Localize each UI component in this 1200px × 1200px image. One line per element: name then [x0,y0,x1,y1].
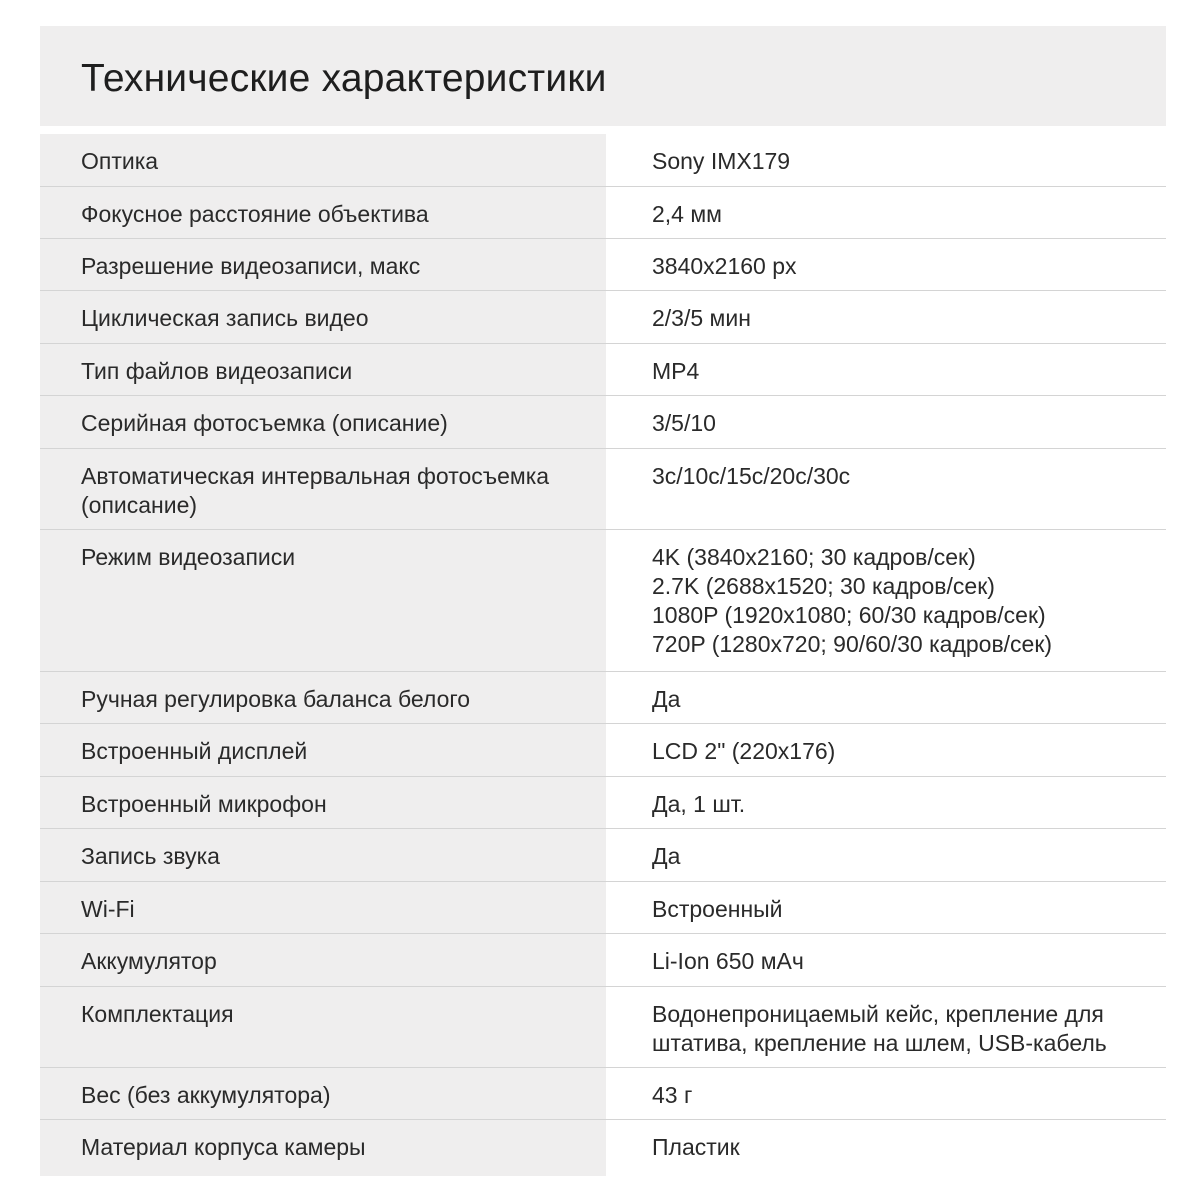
spec-row-burst-photo [40,396,1166,449]
spec-label: Материал корпуса камеры [40,1120,606,1176]
spec-value-line: 720P (1280x720; 90/60/30 кадров/сек) [652,631,1053,657]
spec-value [606,829,1166,882]
spec-value [606,449,1166,530]
spec-label: Тип файлов видеозаписи [40,344,606,396]
spec-value [606,777,1166,829]
spec-row-wifi [40,882,1166,934]
spec-value [606,291,1166,344]
spec-row-audio-recording [40,829,1166,882]
spec-value-line: 2,4 мм [652,201,722,227]
spec-row-display [40,724,1166,777]
spec-value [606,344,1166,396]
spec-value-line: Sony IMX179 [652,148,791,174]
spec-value [606,987,1166,1068]
spec-value [606,724,1166,777]
spec-row-white-balance [40,672,1166,724]
spec-value [606,882,1166,934]
spec-value [606,187,1166,239]
spec-row-interval-photo [40,449,1166,530]
spec-label: Оптика [40,134,606,187]
spec-value-line: MP4 [652,358,700,384]
spec-value [606,239,1166,291]
spec-value [606,934,1166,987]
page-title: Технические характеристики [81,57,607,100]
spec-value-line: LCD 2" (220x176) [652,738,836,764]
spec-value-line: 3с/10с/15с/20с/30с [652,463,851,489]
spec-row-focal-length [40,187,1166,239]
spec-value-line: Водонепроницаемый кейс, крепление для штатива, крепление на шлем, USB-кабель [652,1001,1107,1056]
spec-row-package-contents [40,987,1166,1068]
specs-table [40,134,1166,1176]
spec-row-weight [40,1068,1166,1120]
spec-row-battery [40,934,1166,987]
spec-label: Фокусное расстояние объектива [40,187,606,239]
spec-value-line: Да, 1 шт. [652,791,746,817]
spec-value-line: Li-Ion 650 мАч [652,948,804,974]
spec-row-loop-recording [40,291,1166,344]
spec-value-line: 1080P (1920x1080; 60/30 кадров/сек) [652,602,1046,628]
header-panel [40,26,1166,126]
spec-value-line: Пластик [652,1134,740,1160]
spec-label: Комплектация [40,987,606,1068]
spec-value [606,134,1166,187]
spec-label: Разрешение видеозаписи, макс [40,239,606,291]
spec-row-file-type [40,344,1166,396]
spec-value-line: 2/3/5 мин [652,305,751,331]
spec-value [606,1068,1166,1120]
spec-value-line: Да [652,686,681,712]
spec-label: Встроенный микрофон [40,777,606,829]
spec-value-line: 4K (3840x2160; 30 кадров/сек) [652,544,976,570]
spec-label: Автоматическая интервальная фотосъемка (описание) [40,449,606,530]
spec-row-microphone [40,777,1166,829]
spec-value [606,1120,1166,1176]
spec-label: Встроенный дисплей [40,724,606,777]
spec-value [606,396,1166,449]
spec-row-video-modes [40,530,1166,672]
spec-row-body-material [40,1120,1166,1176]
spec-value-line: 43 г [652,1082,693,1108]
spec-label: Wi-Fi [40,882,606,934]
spec-value [606,530,1166,672]
spec-row-max-resolution [40,239,1166,291]
spec-label: Ручная регулировка баланса белого [40,672,606,724]
spec-value-line: Да [652,843,681,869]
spec-value-line: Встроенный [652,896,783,922]
spec-row-optics [40,134,1166,187]
spec-label: Вес (без аккумулятора) [40,1068,606,1120]
spec-label: Запись звука [40,829,606,882]
spec-value-line: 3840х2160 px [652,253,797,279]
spec-label: Циклическая запись видео [40,291,606,344]
spec-value [606,672,1166,724]
spec-value-line: 2.7K (2688x1520; 30 кадров/сек) [652,573,995,599]
spec-label: Режим видеозаписи [40,530,606,672]
spec-label: Серийная фотосъемка (описание) [40,396,606,449]
spec-label: Аккумулятор [40,934,606,987]
spec-value-line: 3/5/10 [652,410,716,436]
